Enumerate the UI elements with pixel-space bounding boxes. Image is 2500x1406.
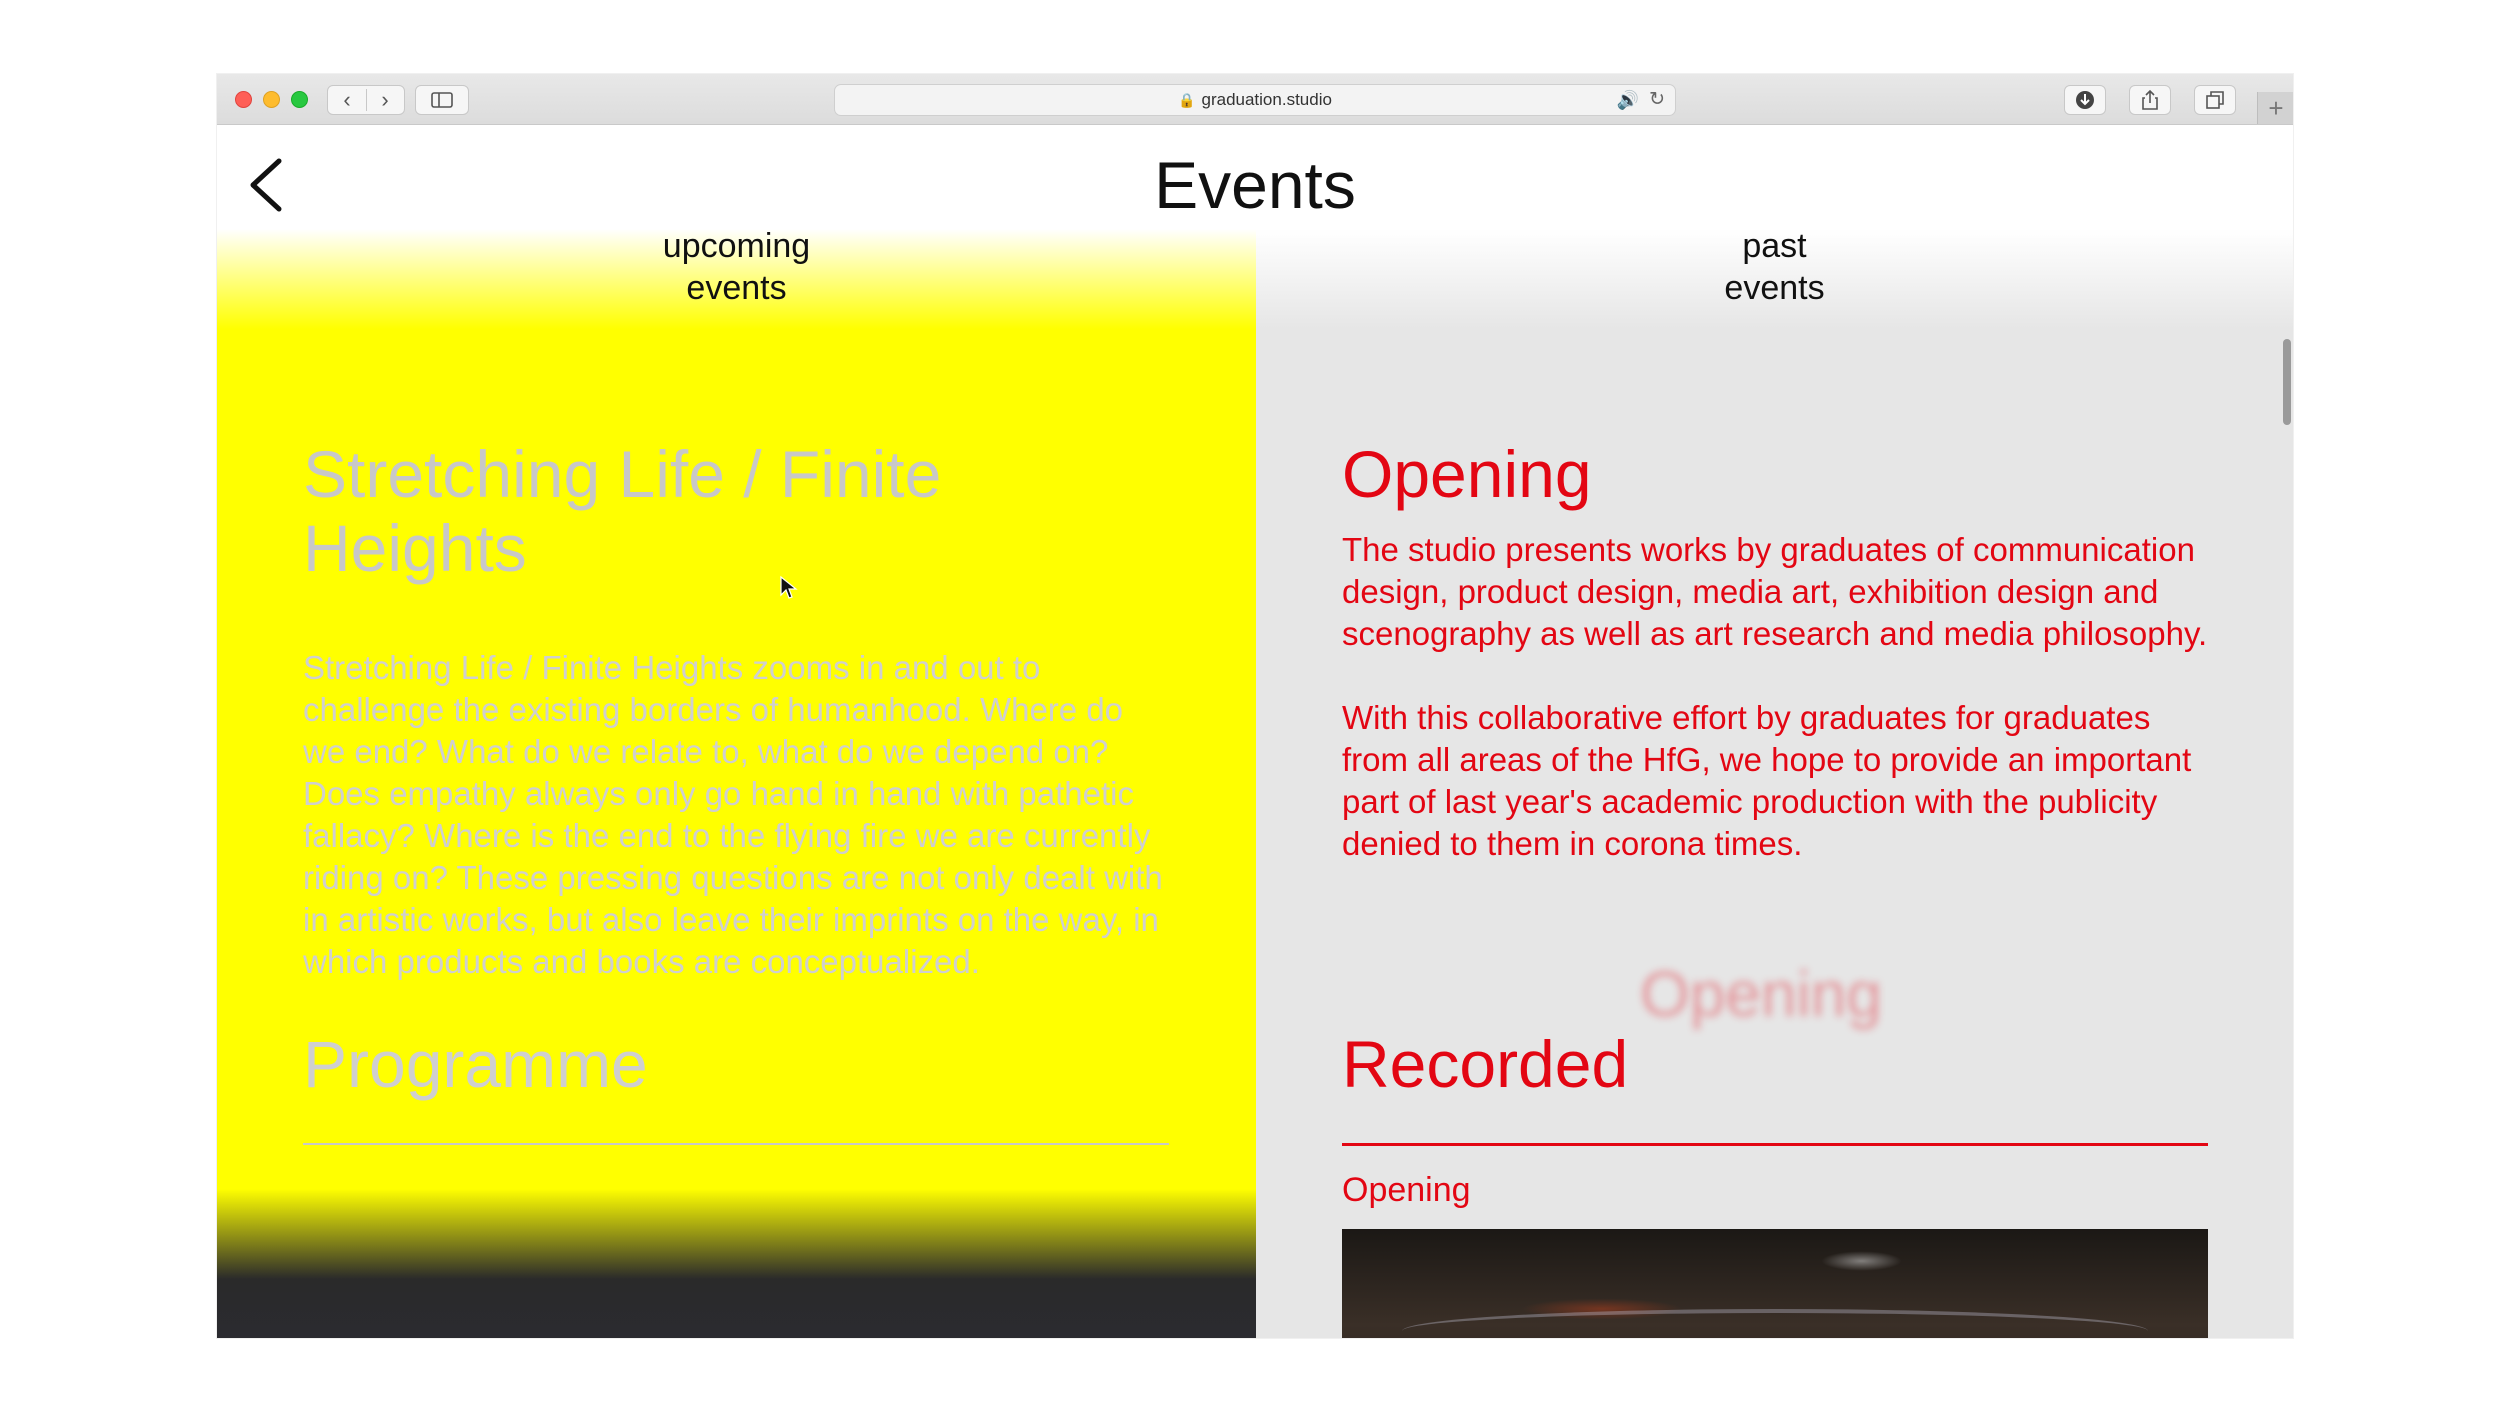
- recording-video-thumbnail[interactable]: [1342, 1229, 2208, 1338]
- upcoming-event-title[interactable]: Stretching Life / Finite Heights: [303, 437, 942, 585]
- zoom-window-button[interactable]: [291, 91, 308, 108]
- tab-upcoming-line-2: events: [686, 269, 787, 307]
- upcoming-event-description: Stretching Life / Finite Heights zooms in and out to challenge the existing borders of humanhood. Where do we end? What do we relate to, what do we depend on? Does empathy always only go hand in hand with pathetic fallacy? Where is the end to the flying fire we are currently riding on? These pressing questions are not only dealt with in artistic works, but also leave their imprints on the way, in which products and books are conceptualized.: [303, 649, 1163, 980]
- upcoming-events-panel[interactable]: [217, 229, 1256, 1338]
- past-event-title[interactable]: Opening: [1342, 437, 1592, 511]
- new-tab-icon[interactable]: +: [2257, 92, 2293, 124]
- downloads-button[interactable]: [2064, 85, 2106, 115]
- tab-past-events[interactable]: [1256, 229, 2293, 309]
- lock-icon: 🔒: [1178, 92, 1196, 108]
- speaker-icon[interactable]: 🔊: [1616, 90, 1639, 110]
- sidebar-toggle-button[interactable]: [415, 85, 469, 115]
- sidebar-icon: [431, 92, 453, 108]
- programme-divider: [303, 1143, 1169, 1145]
- back-icon[interactable]: ‹: [343, 87, 351, 112]
- browser-toolbar: [217, 74, 2293, 125]
- minimize-window-button[interactable]: [263, 91, 280, 108]
- download-icon: [2075, 90, 2095, 110]
- past-event-description: [1342, 529, 2208, 907]
- tab-upcoming-events[interactable]: [217, 229, 1256, 309]
- mouse-pointer-icon: [779, 575, 799, 601]
- description-paragraph: With this collaborative effort by graduates for graduates from all areas of the HfG, we hope to provide an important part of last year's academic production with the publicity denied to them in corona times.: [1342, 699, 2192, 862]
- close-window-button[interactable]: [235, 91, 252, 108]
- scrollbar-thumb[interactable]: [2283, 339, 2291, 425]
- share-button[interactable]: [2129, 85, 2171, 115]
- stage-visual: [1402, 1309, 2148, 1338]
- programme-heading: Programme: [303, 1027, 648, 1101]
- page-title: Events: [1154, 148, 1356, 222]
- reload-icon[interactable]: ↻: [1649, 89, 1665, 110]
- share-icon: [2140, 89, 2160, 111]
- browser-window: [217, 74, 2293, 1338]
- page-content: [217, 125, 2293, 1338]
- description-paragraph: The studio presents works by graduates of communication design, product design, media art, exhibition design and scenography as well as art research and media philosophy.: [1342, 531, 2208, 652]
- tab-overview-button[interactable]: [2194, 85, 2236, 115]
- nav-buttons: [327, 85, 405, 115]
- past-events-panel[interactable]: [1256, 229, 2293, 1338]
- tab-upcoming-line-1: upcoming: [662, 229, 811, 265]
- tab-past-line-1: past: [1742, 229, 1807, 265]
- hover-ghost-label: Opening: [1640, 958, 1882, 1030]
- recorded-divider: [1342, 1143, 2208, 1146]
- tab-past-line-2: events: [1724, 269, 1825, 307]
- url-text: graduation.studio: [1201, 90, 1332, 109]
- recording-title[interactable]: Opening: [1342, 1171, 1471, 1209]
- tabs-icon: [2205, 90, 2225, 110]
- recorded-heading: Recorded: [1342, 1027, 1629, 1101]
- address-bar[interactable]: [834, 84, 1676, 116]
- forward-icon[interactable]: ›: [381, 87, 389, 112]
